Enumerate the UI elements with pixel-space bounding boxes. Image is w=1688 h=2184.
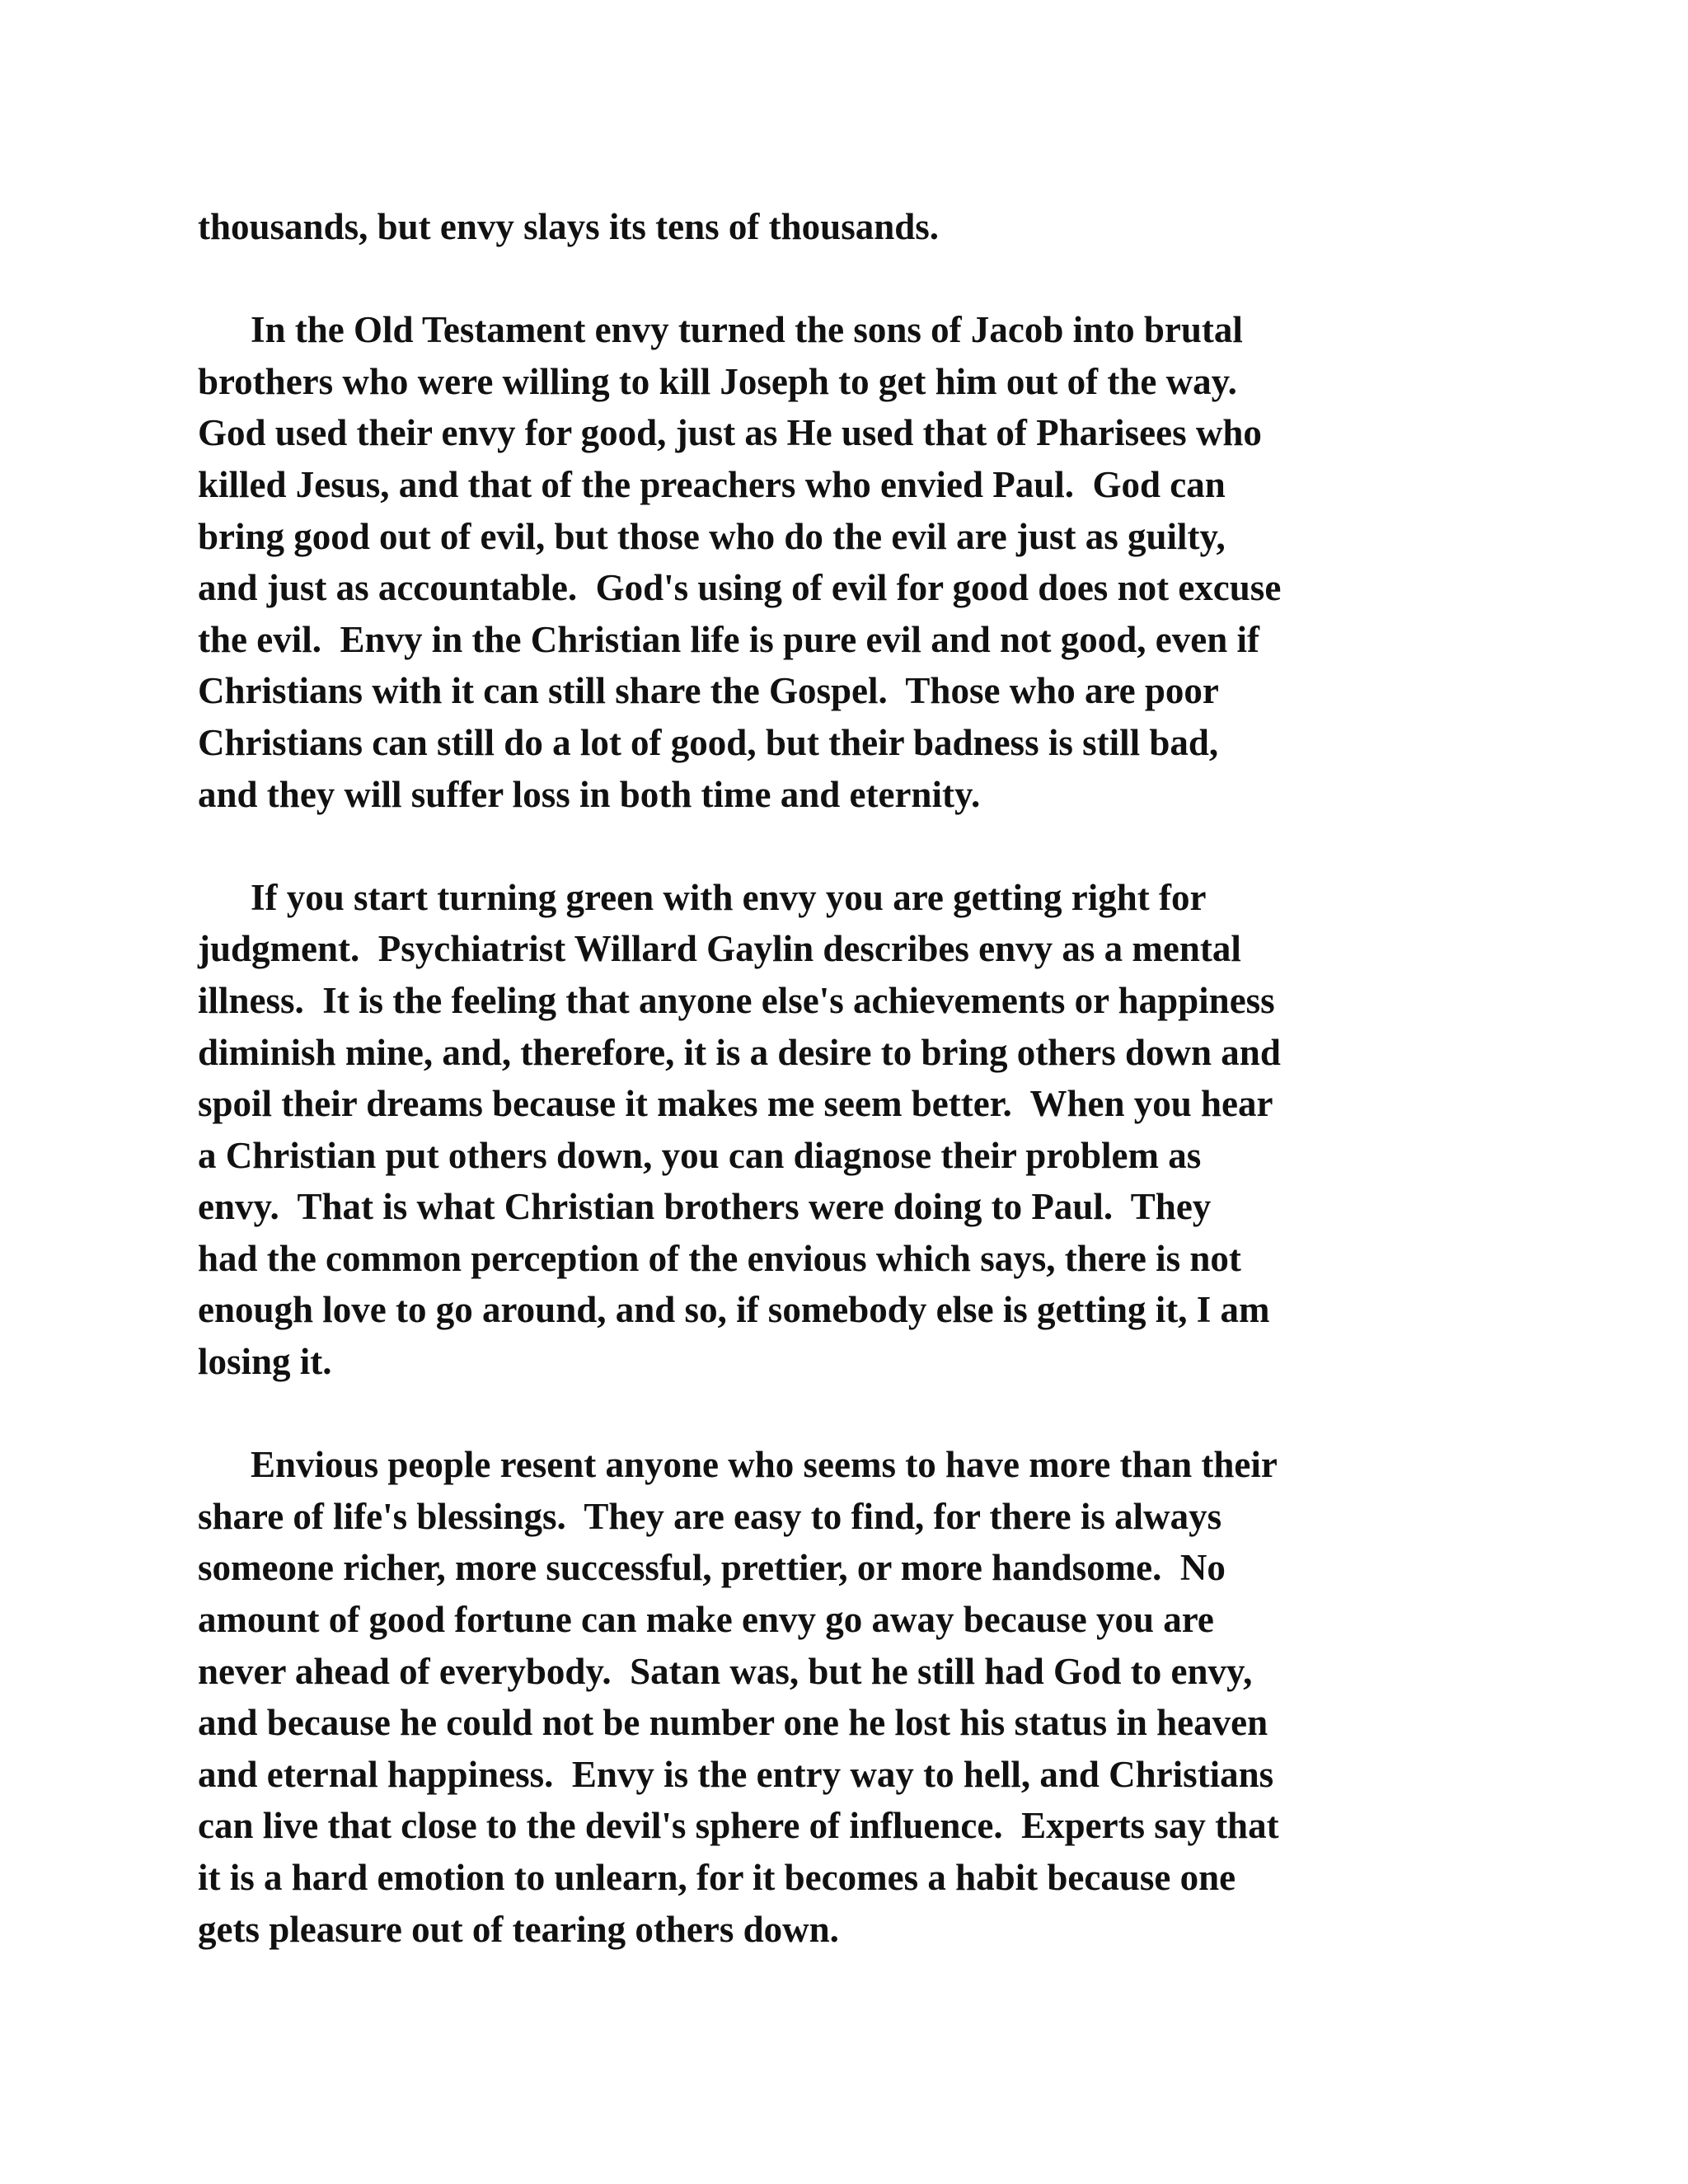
text-line: someone richer, more successful, prettier, or more handsome. No <box>198 1547 1226 1589</box>
text-line: Christians can still do a lot of good, but their badness is still bad, <box>198 721 1219 763</box>
text-line: In the Old Testament envy turned the sons of Jacob into brutal <box>251 309 1243 351</box>
text-line: thousands, but envy slays its tens of thousands. <box>198 206 940 247</box>
paragraph-gap <box>198 1388 1550 1440</box>
text-line: gets pleasure out of tearing others down. <box>198 1908 839 1950</box>
text-line: bring good out of evil, but those who do the evil are just as guilty, <box>198 515 1226 557</box>
paragraph-1 <box>198 201 1550 253</box>
text-line: envy. That is what Christian brothers were doing to Paul. They <box>198 1186 1212 1228</box>
paragraph-gap <box>198 820 1550 872</box>
text-line: a Christian put others down, you can diagnose their problem as <box>198 1134 1202 1176</box>
text-line: spoil their dreams because it makes me seem better. When you hear <box>198 1083 1273 1125</box>
text-line: amount of good fortune can make envy go away because you are <box>198 1599 1214 1641</box>
text-line: had the common perception of the envious which says, there is not <box>198 1237 1241 1279</box>
body-text <box>198 201 1550 1955</box>
text-line: diminish mine, and, therefore, it is a desire to bring others down and <box>198 1031 1281 1073</box>
paragraph-2 <box>198 304 1550 820</box>
text-line: Christians with it can still share the Gospel. Those who are poor <box>198 670 1219 712</box>
paragraph-4 <box>198 1439 1550 1955</box>
text-line: losing it. <box>198 1341 332 1383</box>
paragraph-3 <box>198 872 1550 1388</box>
text-line: and because he could not be number one he lost his status in heaven <box>198 1702 1268 1744</box>
text-line: it is a hard emotion to unlearn, for it becomes a habit because one <box>198 1857 1236 1898</box>
text-line: illness. It is the feeling that anyone else's achievements or happiness <box>198 979 1275 1021</box>
text-line: never ahead of everybody. Satan was, but he still had God to envy, <box>198 1650 1253 1692</box>
text-line: share of life's blessings. They are easy to find, for there is always <box>198 1495 1222 1537</box>
text-line: killed Jesus, and that of the preachers who envied Paul. God can <box>198 463 1226 505</box>
text-line: If you start turning green with envy you are getting right for <box>251 876 1207 918</box>
text-line: and eternal happiness. Envy is the entry way to hell, and Christians <box>198 1753 1274 1795</box>
text-line: Envious people resent anyone who seems to have more than their <box>251 1444 1278 1486</box>
text-line: enough love to go around, and so, if somebody else is getting it, I am <box>198 1289 1270 1331</box>
text-line: judgment. Psychiatrist Willard Gaylin describes envy as a mental <box>198 928 1241 970</box>
paragraph-gap <box>198 253 1550 305</box>
text-line: the evil. Envy in the Christian life is pure evil and not good, even if <box>198 618 1259 660</box>
text-line: and just as accountable. God's using of evil for good does not excuse <box>198 567 1282 609</box>
text-line: brothers who were willing to kill Joseph to get him out of the way. <box>198 360 1237 402</box>
text-line: and they will suffer loss in both time and eternity. <box>198 773 981 815</box>
text-line: can live that close to the devil's sphere of influence. Experts say that <box>198 1805 1279 1847</box>
text-line: God used their envy for good, just as He used that of Pharisees who <box>198 412 1262 454</box>
